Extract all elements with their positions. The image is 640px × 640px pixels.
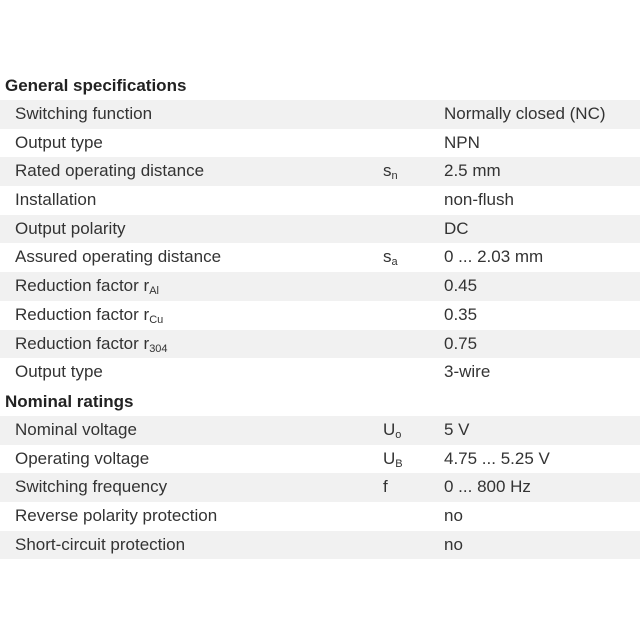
row-symbol: $s_a$ bbox=[383, 247, 398, 269]
row-label: Installation bbox=[15, 190, 97, 210]
table-row bbox=[0, 215, 640, 244]
row-label: Reduction factor $r_{Al}$ bbox=[15, 276, 159, 298]
row-value: NPN bbox=[444, 132, 480, 152]
table-row bbox=[0, 157, 640, 186]
row-value: 0.75 bbox=[444, 333, 478, 353]
table-row bbox=[0, 100, 640, 129]
row-value: non-flush bbox=[444, 190, 514, 210]
row-symbol: $U_B$ bbox=[383, 448, 403, 470]
row-label: Output polarity bbox=[15, 218, 126, 238]
table-row bbox=[0, 416, 640, 445]
table-row bbox=[0, 272, 640, 301]
table-row bbox=[0, 186, 640, 215]
table-row bbox=[0, 502, 640, 531]
row-label: Switching frequency bbox=[15, 477, 168, 497]
row-value: 3-wire bbox=[444, 362, 491, 382]
row-label: Reverse polarity protection bbox=[15, 505, 218, 525]
row-value: 0.45 bbox=[444, 276, 478, 296]
row-label: Reduction factor $r_{Cu}$ bbox=[15, 304, 164, 326]
row-value: 5 V bbox=[444, 419, 470, 439]
spec-table bbox=[0, 71, 640, 559]
row-value: 2.5 mm bbox=[444, 161, 501, 181]
table-row bbox=[0, 473, 640, 502]
row-symbol: $U_o$ bbox=[383, 419, 402, 441]
row-label: Short-circuit protection bbox=[15, 534, 186, 554]
row-value: 0 ... 800 Hz bbox=[444, 477, 531, 497]
table-row bbox=[0, 243, 640, 272]
row-label: Rated operating distance bbox=[15, 161, 205, 181]
table-row bbox=[0, 129, 640, 158]
section-header-general-specifications: General specifications bbox=[0, 71, 640, 100]
row-value: no bbox=[444, 505, 463, 525]
row-symbol: f bbox=[383, 477, 388, 497]
row-value: no bbox=[444, 534, 463, 554]
table-row bbox=[0, 301, 640, 330]
row-label: Reduction factor $r_{304}$ bbox=[15, 333, 168, 355]
row-label: Nominal voltage bbox=[15, 419, 137, 439]
row-symbol: $s_n$ bbox=[383, 161, 398, 183]
row-label: Output type bbox=[15, 362, 103, 382]
row-label: Operating voltage bbox=[15, 448, 150, 468]
row-value: DC bbox=[444, 218, 469, 238]
row-value: Normally closed (NC) bbox=[444, 104, 606, 123]
row-value: 4.75 ... 5.25 V bbox=[444, 448, 550, 468]
section-header-nominal-ratings: Nominal ratings bbox=[0, 387, 640, 416]
row-value: 0 ... 2.03 mm bbox=[444, 247, 544, 267]
row-label: Output type bbox=[15, 132, 103, 152]
table-row bbox=[0, 531, 640, 560]
row-label: Assured operating distance bbox=[15, 247, 222, 267]
table-row bbox=[0, 445, 640, 474]
table-row bbox=[0, 358, 640, 387]
row-value: 0.35 bbox=[444, 304, 478, 324]
table-row bbox=[0, 330, 640, 359]
row-label: Switching function bbox=[15, 104, 153, 123]
